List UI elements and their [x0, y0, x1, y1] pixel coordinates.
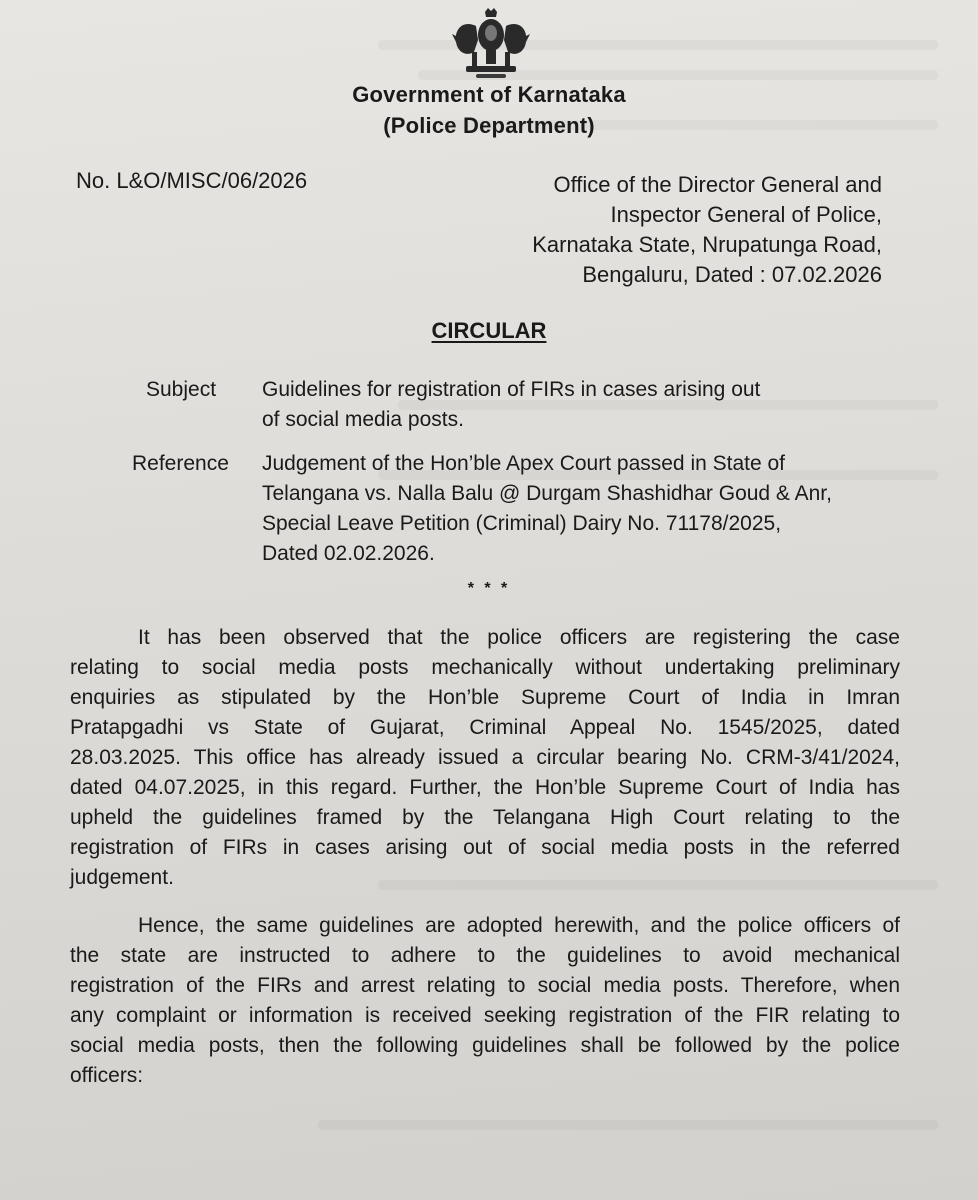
- reference-text-line: Telangana vs. Nalla Balu @ Durgam Shashidhar Goud & Anr,: [262, 482, 832, 505]
- paragraph-line: It has been observed that the police officers are registering the case: [138, 626, 900, 649]
- paragraph-line: relating to social media posts mechanically without undertaking preliminary: [70, 656, 900, 679]
- office-address-line: Office of the Director General and: [553, 172, 882, 197]
- paragraph-line: 28.03.2025. This office has already issued a circular bearing No. CRM-3/41/2024,: [70, 746, 900, 769]
- reference-number: No. L&O/MISC/06/2026: [76, 168, 308, 193]
- reference-text-line: Dated 02.02.2026.: [262, 542, 435, 565]
- subject-text-line: of social media posts.: [262, 408, 464, 431]
- government-title: Government of Karnataka: [352, 82, 626, 107]
- department-title: (Police Department): [383, 113, 595, 138]
- reference-text-line: Judgement of the Hon’ble Apex Court passed in State of: [262, 452, 786, 475]
- reference-text-line: Special Leave Petition (Criminal) Dairy No. 71178/2025,: [262, 512, 782, 535]
- paragraph-line: judgement.: [70, 866, 174, 889]
- paragraph-line: Pratapgadhi vs State of Gujarat, Criminal Appeal No. 1545/2025, dated: [70, 716, 900, 739]
- paragraph-line: the state are instructed to adhere to the guidelines to avoid mechanical: [70, 944, 900, 967]
- office-date-line: Bengaluru, Dated : 07.02.2026: [582, 262, 882, 287]
- paragraph-line: any complaint or information is received seeking registration of the FIR relating to: [70, 1004, 900, 1027]
- bleed-through-mark: [318, 1120, 938, 1130]
- subject-label: Subject: [146, 378, 217, 401]
- paragraph-line: Hence, the same guidelines are adopted herewith, and the police officers of: [138, 914, 900, 937]
- office-address-line: Inspector General of Police,: [610, 202, 882, 227]
- reference-label: Reference: [132, 452, 229, 475]
- paragraph-line: dated 04.07.2025, in this regard. Further, the Hon’ble Supreme Court of India has: [70, 776, 900, 799]
- paragraph-line: upheld the guidelines framed by the Telangana High Court relating to the: [70, 806, 900, 829]
- paragraph-line: enquiries as stipulated by the Hon’ble Supreme Court of India in Imran: [70, 686, 900, 709]
- subject-text-line: Guidelines for registration of FIRs in cases arising out: [262, 378, 761, 401]
- karnataka-emblem-icon: [446, 8, 536, 80]
- document-title: CIRCULAR: [431, 318, 547, 343]
- paragraph-line: social media posts, then the following guidelines shall be followed by the police: [70, 1034, 900, 1057]
- section-separator: * * *: [467, 580, 511, 597]
- paragraph-line: officers:: [70, 1064, 144, 1087]
- paragraph-line: registration of the FIRs and arrest relating to social media posts. Therefore, when: [70, 974, 900, 997]
- office-address-line: Karnataka State, Nrupatunga Road,: [532, 232, 882, 257]
- paragraph-line: registration of FIRs in cases arising out of social media posts in the referred: [70, 836, 900, 859]
